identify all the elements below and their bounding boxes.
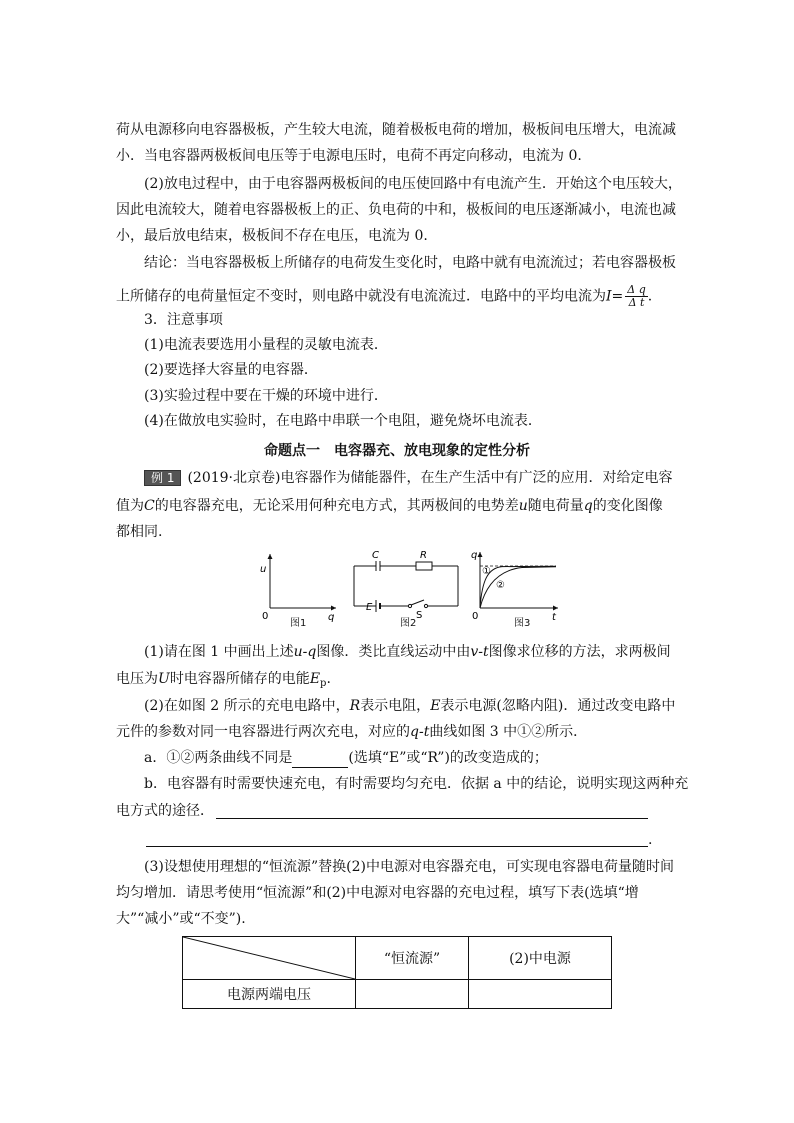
fig1-x-arrow	[331, 606, 336, 611]
table-header-constant-current: “恒流源”	[356, 937, 469, 980]
switch-lever	[411, 600, 424, 605]
fig1-y-arrow	[268, 554, 273, 559]
fig3-y-arrow	[478, 552, 483, 557]
example-badge: 例 1	[144, 470, 181, 486]
q2a-answer-blank[interactable]	[292, 753, 348, 768]
fig1-y-label: u	[260, 564, 267, 575]
q1-text-2c: 时电容器所储存的电能	[169, 671, 310, 687]
table-header-row	[183, 937, 612, 980]
q2a-line	[144, 748, 706, 768]
formula-denominator: Δ t	[628, 296, 645, 309]
note-item-4: (4)在做放电实验时，在电路中串联一个电阻，避免烧坏电流表．	[144, 413, 542, 429]
q2-line1	[144, 696, 706, 716]
var-U: U	[158, 671, 170, 687]
fig3-curve-2	[480, 567, 556, 608]
q2-text-a: (2)在如图 2 所示的充电电路中，	[144, 698, 350, 714]
q1-text-2f: .	[326, 671, 331, 687]
fig3-origin: 0	[472, 611, 479, 622]
fig3-x-arrow	[553, 606, 558, 611]
table-header-source-2: (2)中电源	[469, 937, 612, 980]
var-E: E	[309, 671, 321, 687]
example-line3: 都相同.	[116, 524, 163, 540]
conclusion-line1: 结论：当电容器极板上所储存的电荷发生变化时，电路中就有电流流过；若电容器极板	[144, 255, 676, 271]
fig2-c-label: C	[372, 550, 379, 561]
example-line1	[144, 468, 706, 488]
q1-text-2a: 电压为	[116, 671, 158, 687]
q1-line2	[116, 669, 678, 694]
table-diagonal	[183, 937, 355, 979]
table-corner-cell	[183, 937, 356, 980]
formula-end: .	[647, 288, 653, 305]
q1-text-c: 图像．类比直线运动中由	[316, 644, 471, 660]
formula-fraction	[625, 284, 647, 309]
fig1-caption: 图1	[290, 618, 307, 629]
section-title: 命题点一 电容器充、放电现象的定性分析	[264, 443, 530, 459]
q2b-end: .	[648, 832, 653, 848]
fig1-origin: 0	[262, 611, 269, 622]
q2a-text-post: (选填“E”或“R”)的改变造成的；	[348, 750, 548, 766]
conclusion-line2	[116, 284, 678, 309]
fig1-x-label: q	[328, 612, 335, 623]
para1-line2: 小．当电容器两极板间电压等于电源电压时，电荷不再定向移动，电流为 0.	[116, 148, 582, 164]
fig3-curve2-label: ②	[496, 580, 505, 591]
var-u: u	[518, 498, 528, 514]
example-text-2e: 随电荷量	[527, 498, 584, 514]
formula-eq: =	[611, 288, 624, 305]
q2a-text-pre: a．①②两条曲线不同是	[144, 750, 293, 766]
note-item-2: (2)要选择大容量的电容器．	[144, 362, 318, 378]
q2-qt: q-t	[410, 724, 430, 740]
q1-text-e: 图像求位移的方法，求两极间	[488, 644, 671, 660]
example-text-1: (2019·北京卷)电容器作为储能器件，在生产生活中有广泛的应用．对给定电容	[187, 470, 673, 486]
fig2-r-label: R	[420, 550, 427, 561]
note-item-1: (1)电流表要选用小量程的灵敏电流表．	[144, 337, 388, 353]
switch-contact-2	[424, 604, 427, 607]
fig3-y-label: q	[471, 550, 478, 561]
q2-R: R	[349, 698, 361, 714]
conclusion-text: 上所储存的电荷量恒定不变时，则电路中就没有电流流过．电路中的平均电流为	[116, 288, 606, 305]
para2-line1: (2)放电过程中，由于电容器两极板间的电压使回路中有电流产生．开始这个电压较大，	[144, 176, 682, 192]
fig2-s-label: S	[416, 610, 423, 621]
resistor-icon	[416, 562, 432, 570]
formula-numerator: Δ q	[627, 283, 646, 296]
fig3-curve-1	[480, 566, 556, 608]
example-line2	[116, 496, 678, 516]
q2-text-2a: 元件的参数对同一电容器进行两次充电，对应的	[116, 724, 410, 740]
para2-line3: 小，最后放电结束，极板间不存在电压，电流为 0.	[116, 228, 428, 244]
notes-heading: 3．注意事项	[144, 312, 223, 328]
para1-line1: 荷从电源移向电容器极板，产生较大电流，随着极板电荷的增加，极板间电压增大，电流减	[116, 122, 676, 138]
q2b-line1: b．电容器有时需要快速充电，有时需要均匀充电．依据 a 中的结论，说明实现这两种充	[144, 776, 689, 792]
q2-E: E	[430, 698, 441, 714]
example-text-2g: 的变化图像	[592, 498, 663, 514]
table-cell-answer-1[interactable]	[356, 980, 469, 1009]
q1-text-a: (1)请在图 1 中画出上述	[144, 644, 294, 660]
q2-line2	[116, 722, 678, 742]
q1-uq: u-q	[293, 644, 317, 660]
table-row	[183, 980, 612, 1009]
example-text-2c: 的电容器充电，无论采用何种充电方式，其两极间的电势差	[154, 498, 519, 514]
para2-line2: 因此电流较大，随着电容器极板上的正、负电荷的中和，极板间的电压逐渐减小，电流也减	[116, 202, 676, 218]
note-item-3: (3)实验过程中要在干燥的环境中进行．	[144, 388, 388, 404]
q1-vt: v-t	[470, 644, 489, 660]
q2b-answer-line-2[interactable]	[146, 846, 648, 847]
q2-text-c: 表示电阻，	[360, 698, 431, 714]
q1-line1	[144, 642, 706, 662]
fig3-curve1-label: ①	[482, 566, 491, 577]
var-E-sub: p	[320, 678, 327, 689]
fig2-e-label: E	[366, 602, 373, 613]
q2-text-e: 表示电源(忽略内阻)．通过改变电路中	[440, 698, 676, 714]
q3-line2: 均匀增加．请思考使用“恒流源”和(2)中电源对电容器的充电过程，填写下表(选填“增	[116, 885, 639, 901]
fig3-caption: 图3	[514, 618, 531, 629]
answer-table	[182, 936, 612, 1009]
table-cell-answer-2[interactable]	[469, 980, 612, 1009]
fig2-caption: 图2	[400, 618, 417, 629]
q2b-line2: 电方式的途径．	[116, 803, 214, 819]
q3-line1: (3)设想使用理想的“恒流源”替换(2)中电源对电容器充电，可实现电容器电荷量随时间	[144, 859, 674, 875]
q2b-answer-line-1[interactable]	[216, 818, 648, 819]
example-text-2a: 值为	[116, 498, 144, 514]
formula-lhs: I	[606, 288, 612, 305]
table-row-label: 电源两端电压	[183, 980, 356, 1009]
fig3-x-label: t	[552, 612, 556, 623]
q3-line3: 大”“减小”或“不变”).	[116, 911, 246, 927]
var-q: q	[583, 498, 593, 514]
q2-text-2c: 曲线如图 3 中①②所示．	[429, 724, 588, 740]
var-c: C	[144, 498, 155, 514]
